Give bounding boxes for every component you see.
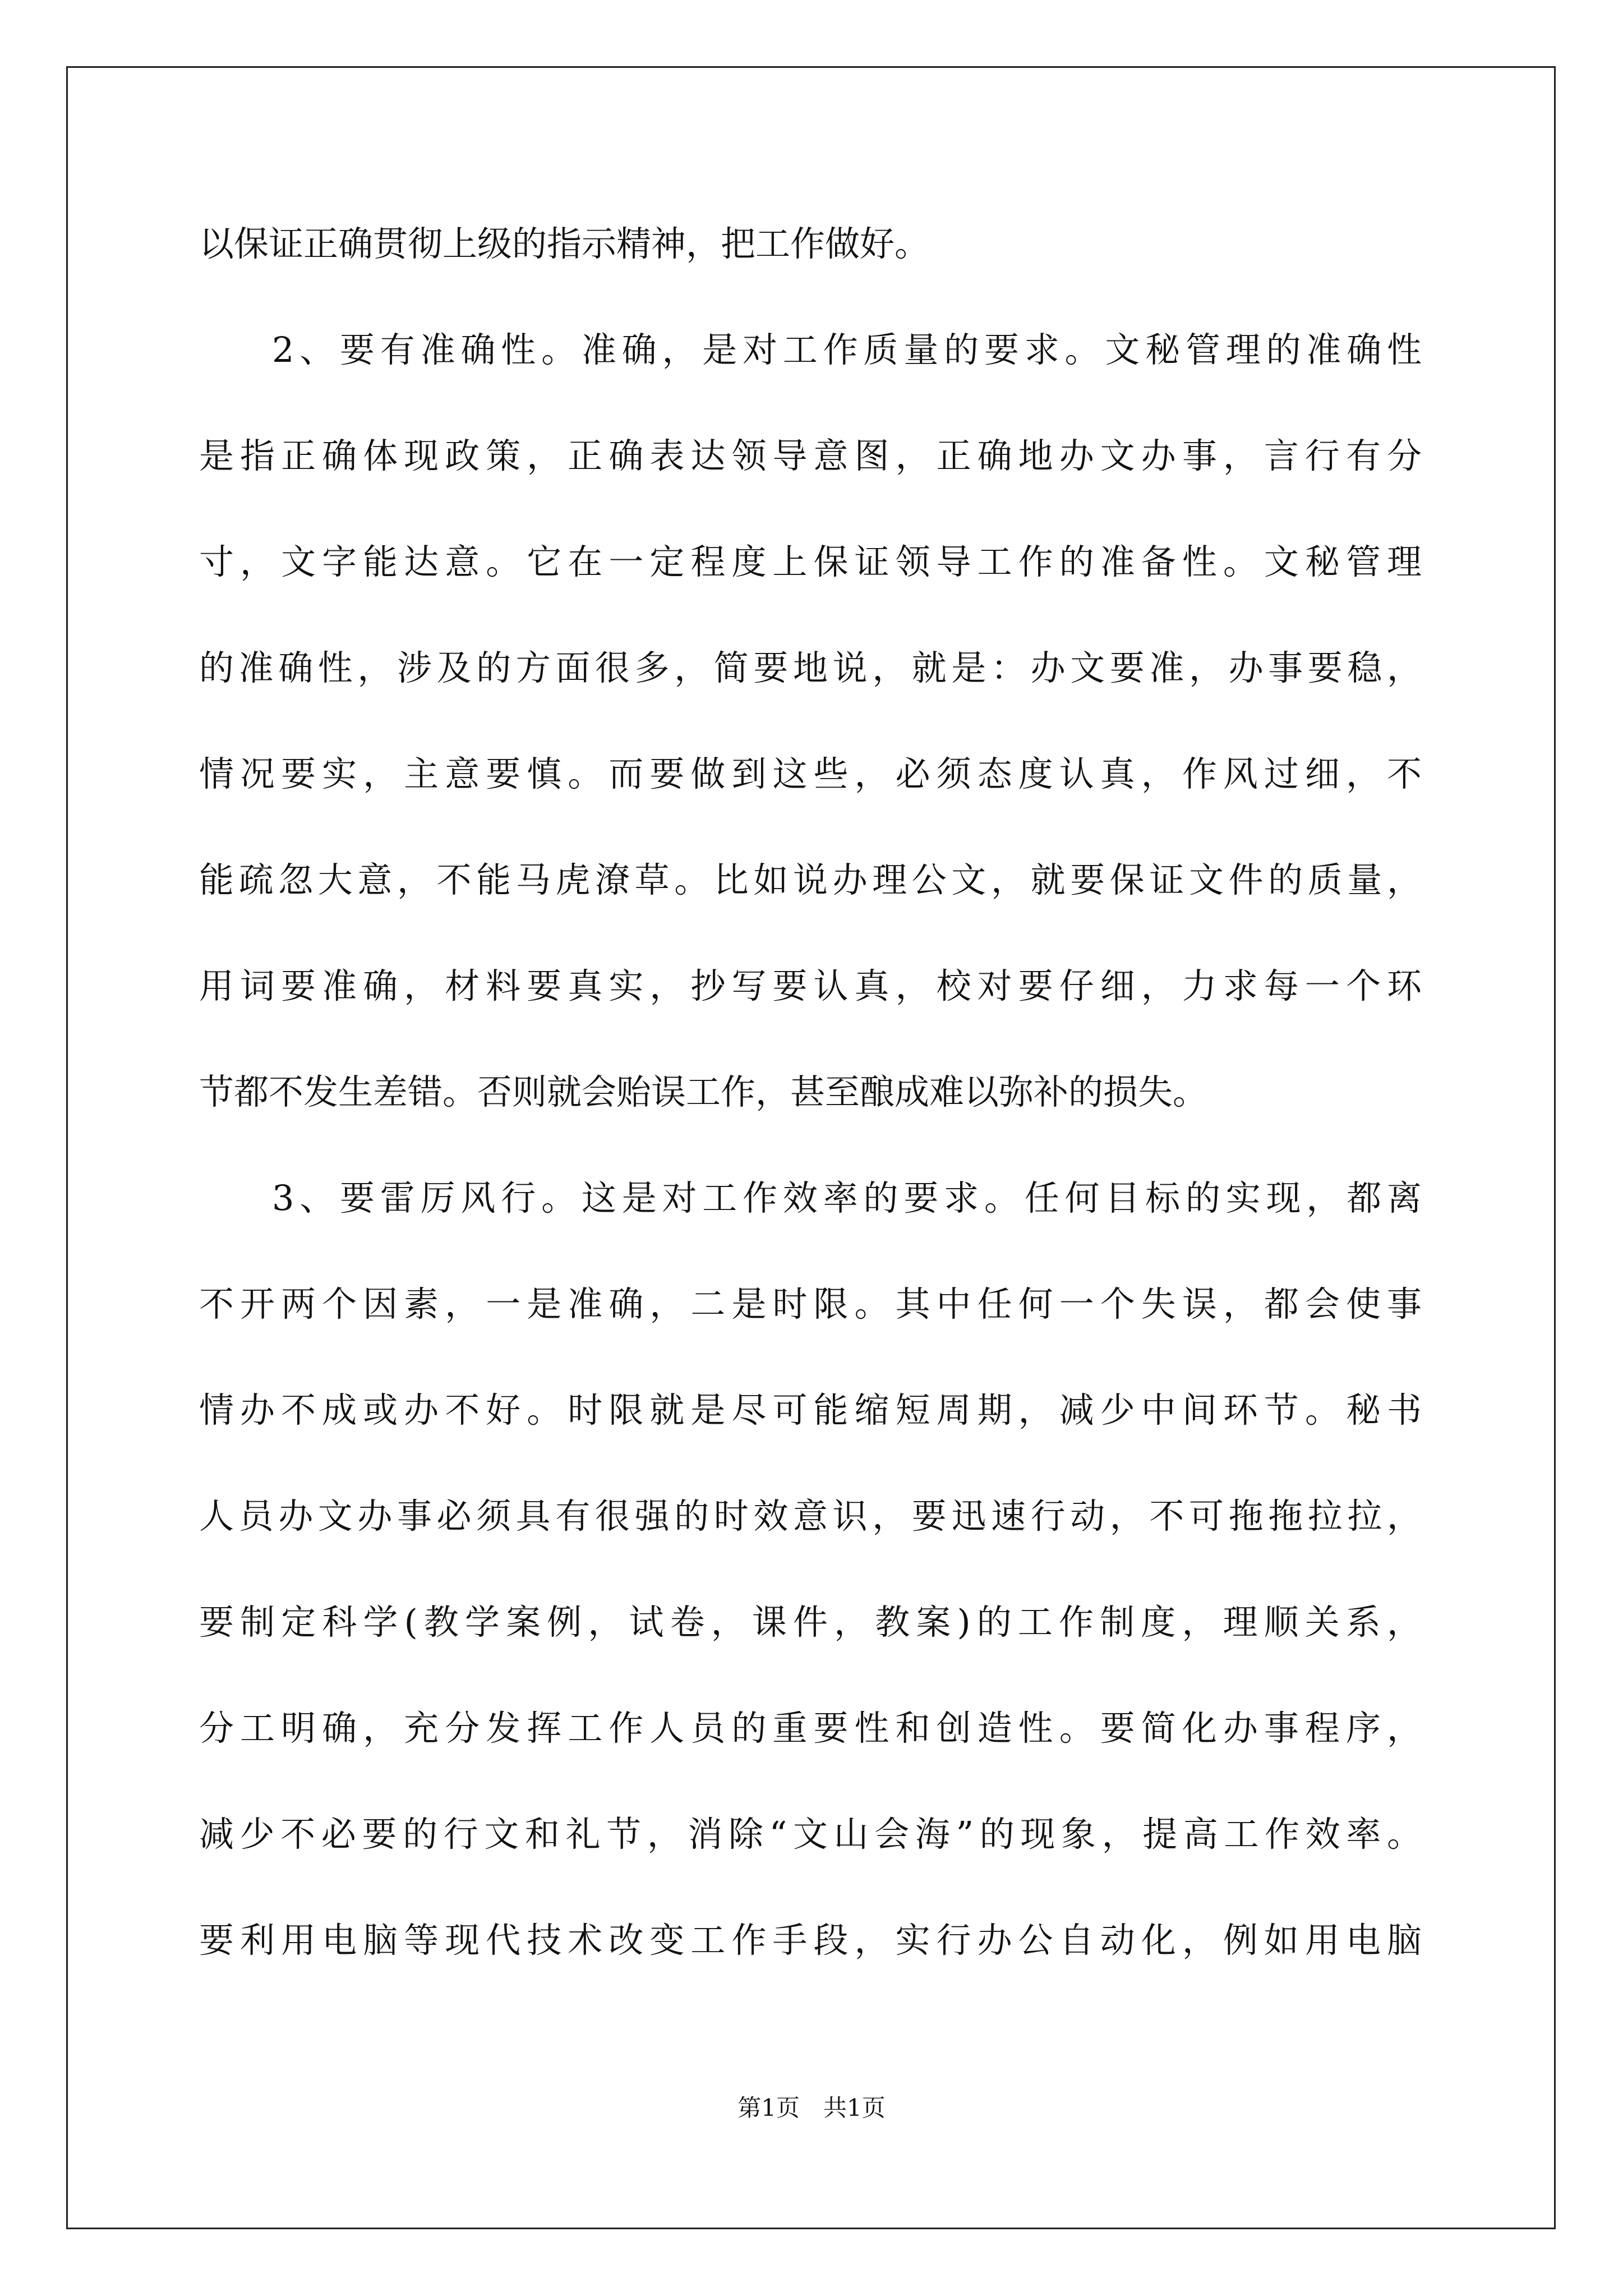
text-line: 减少不必要的行文和礼节，消除“文山会海”的现象，提高工作效率。 — [199, 1814, 1422, 1855]
text-line: 用词要准确，材料要真实，抄写要认真，校对要仔细，力求每一个环 — [199, 965, 1422, 1006]
text-line: 3、要雷厉风行。这是对工作效率的要求。任何目标的实现，都离 — [272, 1177, 1422, 1218]
text-line: 是指正确体现政策，正确表达领导意图，正确地办文办事，言行有分 — [199, 435, 1422, 476]
text-line: 能疏忽大意，不能马虎潦草。比如说办理公文，就要保证文件的质量， — [199, 859, 1422, 900]
text-line: 分工明确，充分发挥工作人员的重要性和创造性。要简化办事程序， — [199, 1708, 1422, 1749]
text-line: 的准确性，涉及的方面很多，简要地说，就是：办文要准，办事要稳， — [199, 647, 1422, 688]
page-number: 第1页 — [737, 2094, 800, 2122]
text-line: 情办不成或办不好。时限就是尽可能缩短周期，减少中间环节。秘书 — [199, 1389, 1422, 1430]
text-line: 节都不发生差错。否则就会贻误工作，甚至酿成难以弥补的损失。 — [199, 1071, 1208, 1112]
text-line: 2、要有准确性。准确，是对工作质量的要求。文秘管理的准确性 — [272, 329, 1422, 370]
text-line: 以保证正确贯彻上级的指示精神，把工作做好。 — [199, 223, 930, 264]
text-line: 要制定科学(教学案例，试卷，课件，教案)的工作制度，理顺关系， — [199, 1602, 1422, 1642]
text-line: 情况要实，主意要慎。而要做到这些，必须态度认真，作风过细，不 — [199, 753, 1422, 794]
text-line: 要利用电脑等现代技术改变工作手段，实行办公自动化，例如用电脑 — [199, 1920, 1422, 1961]
text-line: 寸，文字能达意。它在一定程度上保证领导工作的准备性。文秘管理 — [199, 541, 1422, 582]
document-body — [199, 191, 1422, 1993]
page-total: 共1页 — [823, 2094, 886, 2122]
text-line: 人员办文办事必须具有很强的时效意识，要迅速行动，不可拖拖拉拉， — [199, 1496, 1422, 1536]
text-line: 不开两个因素，一是准确，二是时限。其中任何一个失误，都会使事 — [199, 1283, 1422, 1324]
page-footer — [0, 2090, 1623, 2123]
